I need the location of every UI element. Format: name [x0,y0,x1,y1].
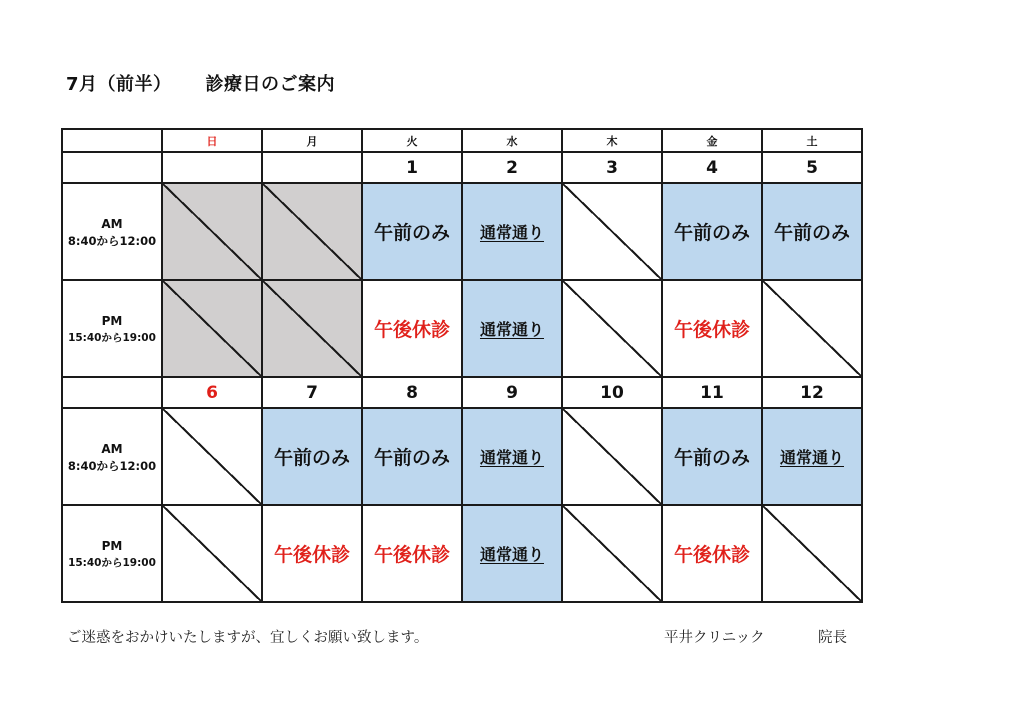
closed-cell [162,183,262,280]
date-number: 11 [700,382,724,403]
date-number: 4 [706,157,718,178]
weekday-cell [662,129,762,152]
am-label: AM [101,441,123,456]
status-am-only: 午前のみ [373,447,450,469]
date-cell [262,152,362,183]
schedule-cell [362,408,462,505]
page-title [66,70,335,96]
date-cell [362,377,462,408]
am-row [62,183,862,280]
schedule-cell [262,408,362,505]
footer-message: ご迷惑をおかけいたしますが、宜しくお願い致します。 [67,630,429,646]
date-number: 7 [306,382,318,403]
weekday-label: 水 [506,134,518,148]
schedule-cell [362,280,462,377]
no-clinic-cell [762,505,862,602]
title-heading: 診療日のご案内 [205,74,336,95]
date-row [62,377,862,408]
no-clinic-cell [162,408,262,505]
date-cell [562,377,662,408]
pm-label: PM [101,539,123,553]
weekday-label: 木 [606,134,618,148]
status-pm-off: 午後休診 [373,319,450,341]
date-number: 3 [606,157,618,178]
weekday-cell [562,129,662,152]
pm-label-cell [62,505,162,602]
no-clinic-cell [162,505,262,602]
weekday-cell [362,129,462,152]
schedule-cell [662,408,762,505]
status-normal: 通常通り [479,448,544,467]
date-cell [562,152,662,183]
closed-cell [262,183,362,280]
pm-row [62,505,862,602]
no-clinic-cell [762,280,862,377]
status-normal: 通常通り [479,320,544,339]
date-number: 2 [506,157,518,178]
date-cell [262,377,362,408]
date-number: 9 [506,382,518,403]
closed-cell [162,280,262,377]
weekday-label: 日 [206,134,218,148]
closed-cell [262,280,362,377]
date-row [62,152,862,183]
status-am-only: 午前のみ [273,447,350,469]
am-row [62,408,862,505]
status-pm-off: 午後休診 [673,544,750,566]
pm-label: PM [101,314,123,328]
date-number: 5 [806,157,818,178]
weekday-cell [162,129,262,152]
pm-label-cell [62,280,162,377]
schedule-cell [662,280,762,377]
status-am-only: 午前のみ [773,222,850,244]
date-cell [462,152,562,183]
am-label-cell [62,408,162,505]
schedule-cell [462,408,562,505]
schedule-cell [362,505,462,602]
weekday-label: 土 [806,134,818,148]
schedule-cell [762,183,862,280]
date-cell [662,377,762,408]
status-normal: 通常通り [479,223,544,242]
date-number: 6 [206,382,218,403]
status-am-only: 午前のみ [673,222,750,244]
no-clinic-cell [562,280,662,377]
schedule-cell [262,505,362,602]
status-normal: 通常通り [479,545,544,564]
weekday-label: 金 [706,134,718,148]
status-normal: 通常通り [779,448,844,467]
date-cell [662,152,762,183]
date-label-blank [62,377,162,408]
pm-row [62,280,862,377]
date-label-blank [62,152,162,183]
weekday-header-row [62,129,862,152]
am-label: AM [101,216,123,231]
no-clinic-cell [562,183,662,280]
status-am-only: 午前のみ [373,222,450,244]
schedule-cell [662,183,762,280]
status-pm-off: 午後休診 [673,319,750,341]
schedule-cell [662,505,762,602]
header-blank-cell [62,129,162,152]
schedule-cell [462,183,562,280]
title-period: 7月（前半） [66,74,172,95]
date-cell [162,377,262,408]
schedule-cell [762,408,862,505]
pm-hours: 15:40から19:00 [68,557,156,569]
date-cell [762,152,862,183]
am-hours: 8:40から12:00 [67,458,157,473]
schedule-table [61,128,863,603]
status-pm-off: 午後休診 [373,544,450,566]
weekday-label: 火 [406,134,418,148]
status-pm-off: 午後休診 [273,544,350,566]
date-number: 12 [800,382,824,403]
date-number: 10 [600,382,624,403]
director-title: 院長 [818,630,847,646]
am-label-cell [62,183,162,280]
weekday-cell [462,129,562,152]
weekday-label: 月 [306,134,318,148]
date-cell [762,377,862,408]
date-cell [462,377,562,408]
date-cell [362,152,462,183]
am-hours: 8:40から12:00 [67,233,157,248]
date-number: 1 [406,157,418,178]
date-number: 8 [406,382,418,403]
no-clinic-cell [562,505,662,602]
weekday-cell [762,129,862,152]
date-cell [162,152,262,183]
status-am-only: 午前のみ [673,447,750,469]
schedule-cell [462,505,562,602]
weekday-cell [262,129,362,152]
schedule-cell [462,280,562,377]
schedule-cell [362,183,462,280]
clinic-name: 平井クリニック [664,630,765,646]
no-clinic-cell [562,408,662,505]
pm-hours: 15:40から19:00 [68,332,156,344]
